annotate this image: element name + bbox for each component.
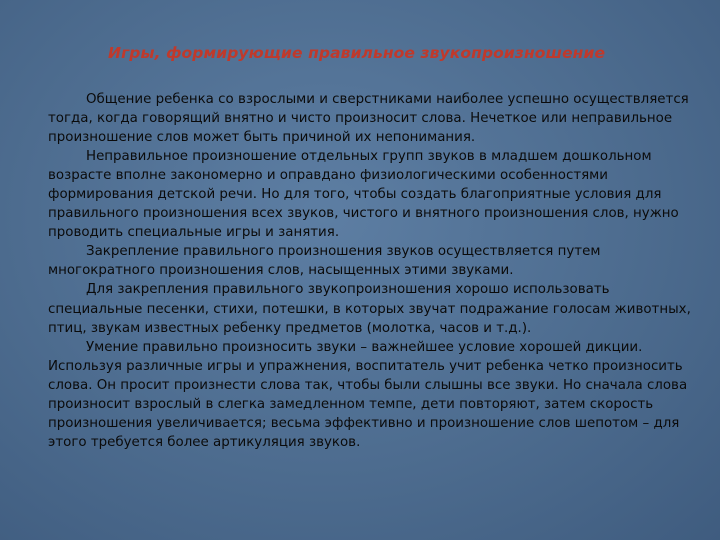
paragraph-1: Общение ребенка со взрослыми и сверстниками наиболее успешно осуществляется тогда, когда говорящий внятно и чисто произносит слова. Нечеткое или неправильное произношение слов может быть причиной их непонимания.	[48, 92, 689, 146]
paragraph-5: Умение правильно произносить звуки – важнейшее условие хорошей дикции. Используя различные игры и упражнения, воспитатель учит ребенка четко произносить слова. Он просит произнести слова так, чтобы были слышны все звуки. Но сначала слова произносит взрослый в слегка замедленном темпе, дети повторяют, затем скорость произношения увеличивается; весьма эффективно и произношение слов шепотом – для этого требуется более артикуляция звуков.	[48, 339, 688, 450]
paragraph-2: Неправильное произношение отдельных групп звуков в младшем дошкольном возрасте вполне закономерно и оправдано физиологическими особенностями формирования детской речи. Но для того, чтобы создать благоприятные условия для правильного произношения всех звуков, чистого и внятного произношения слов, нужно проводить специальные игры и занятия.	[48, 149, 679, 241]
paragraph-3: Закрепление правильного произношения звуков осуществляется путем многократного произношения слов, насыщенных этими звуками.	[48, 244, 601, 279]
slide-title: Игры, формирующие правильное звукопроизношение	[108, 44, 606, 62]
paragraph-4: Для закрепления правильного звукопроизношения хорошо использовать специальные песенки, стихи, потешки, в которых звучат подражание голосам животных, птиц, звукам известных ребенку предметов (молотка, часов и т.д.).	[48, 282, 691, 336]
slide-body	[48, 90, 702, 452]
